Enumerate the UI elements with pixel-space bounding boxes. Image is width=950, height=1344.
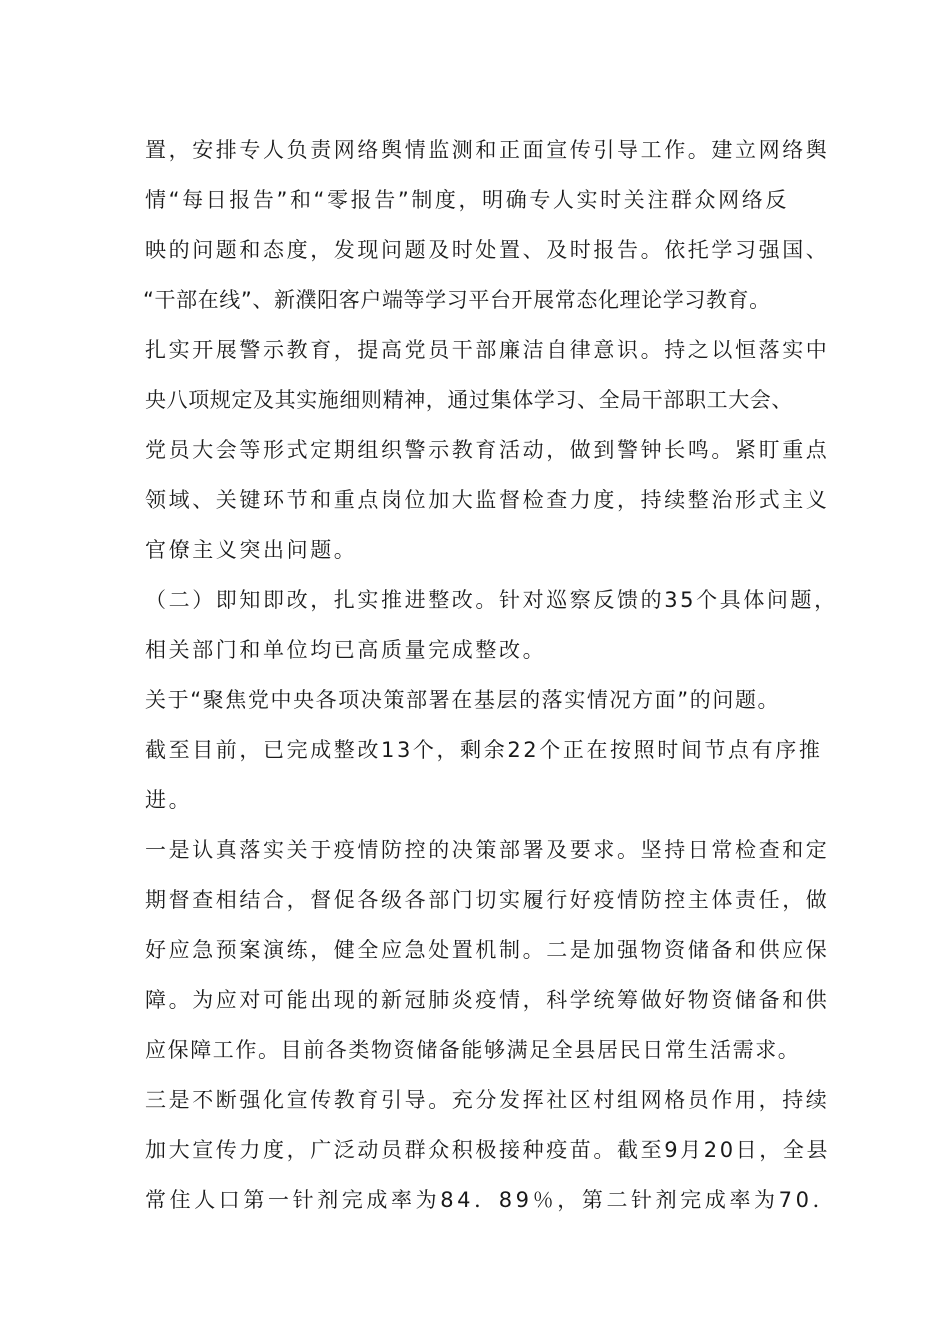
text-line: 相关部门和单位均已高质量完成整改。 xyxy=(145,638,547,662)
text-line: （二）即知即改，扎实推进整改。针对巡察反馈的35个具体问题， xyxy=(145,588,838,612)
text-line: 官僚主义突出问题。 xyxy=(145,538,358,562)
text-line: 扎实开展警示教育，提高党员干部廉洁自律意识。持之以恒落实中 xyxy=(145,338,830,362)
text-line: 好应急预案演练，健全应急处置机制。二是加强物资储备和供应保 xyxy=(145,938,830,962)
text-line: 截至目前，已完成整改13个，剩余22个正在按照时间节点有序推 xyxy=(145,738,823,762)
text-line: 党员大会等形式定期组织警示教育活动，做到警钟长鸣。紧盯重点 xyxy=(145,438,830,462)
text-line: 加大宣传力度，广泛动员群众积极接种疫苗。截至9月20日，全县 xyxy=(145,1138,831,1162)
text-line: 应保障工作。目前各类物资储备能够满足全县居民日常生活需求。 xyxy=(145,1038,801,1062)
text-line: 期督查相结合，督促各级各部门切实履行好疫情防控主体责任，做 xyxy=(145,888,830,912)
text-line: 置，安排专人负责网络舆情监测和正面宣传引导工作。建立网络舆 xyxy=(145,138,830,162)
text-line: 障。为应对可能出现的新冠肺炎疫情，科学统筹做好物资储备和供 xyxy=(145,988,830,1012)
text-line: 央八项规定及其实施细则精神，通过集体学习、全局干部职工大会、 xyxy=(145,388,793,412)
text-line: 情“每日报告”和“零报告”制度，明确专人实时关注群众网络反 xyxy=(145,188,789,212)
text-line: 常住人口第一针剂完成率为84．89％，第二针剂完成率为70． xyxy=(145,1188,838,1212)
text-line: 映的问题和态度，发现问题及时处置、及时报告。依托学习强国、 xyxy=(145,238,830,262)
text-line: 进。 xyxy=(145,788,193,812)
text-line: “干部在线”、新濮阳客户端等学习平台开展常态化理论学习教育。 xyxy=(143,288,771,312)
text-line: 关于“聚焦党中央各项决策部署在基层的落实情况方面”的问题。 xyxy=(145,688,781,712)
text-line: 一是认真落实关于疫情防控的决策部署及要求。坚持日常检查和定 xyxy=(145,838,830,862)
text-line: 领域、关键环节和重点岗位加大监督检查力度，持续整治形式主义 xyxy=(145,488,830,512)
text-line: 三是不断强化宣传教育引导。充分发挥社区村组网格员作用，持续 xyxy=(145,1088,830,1112)
